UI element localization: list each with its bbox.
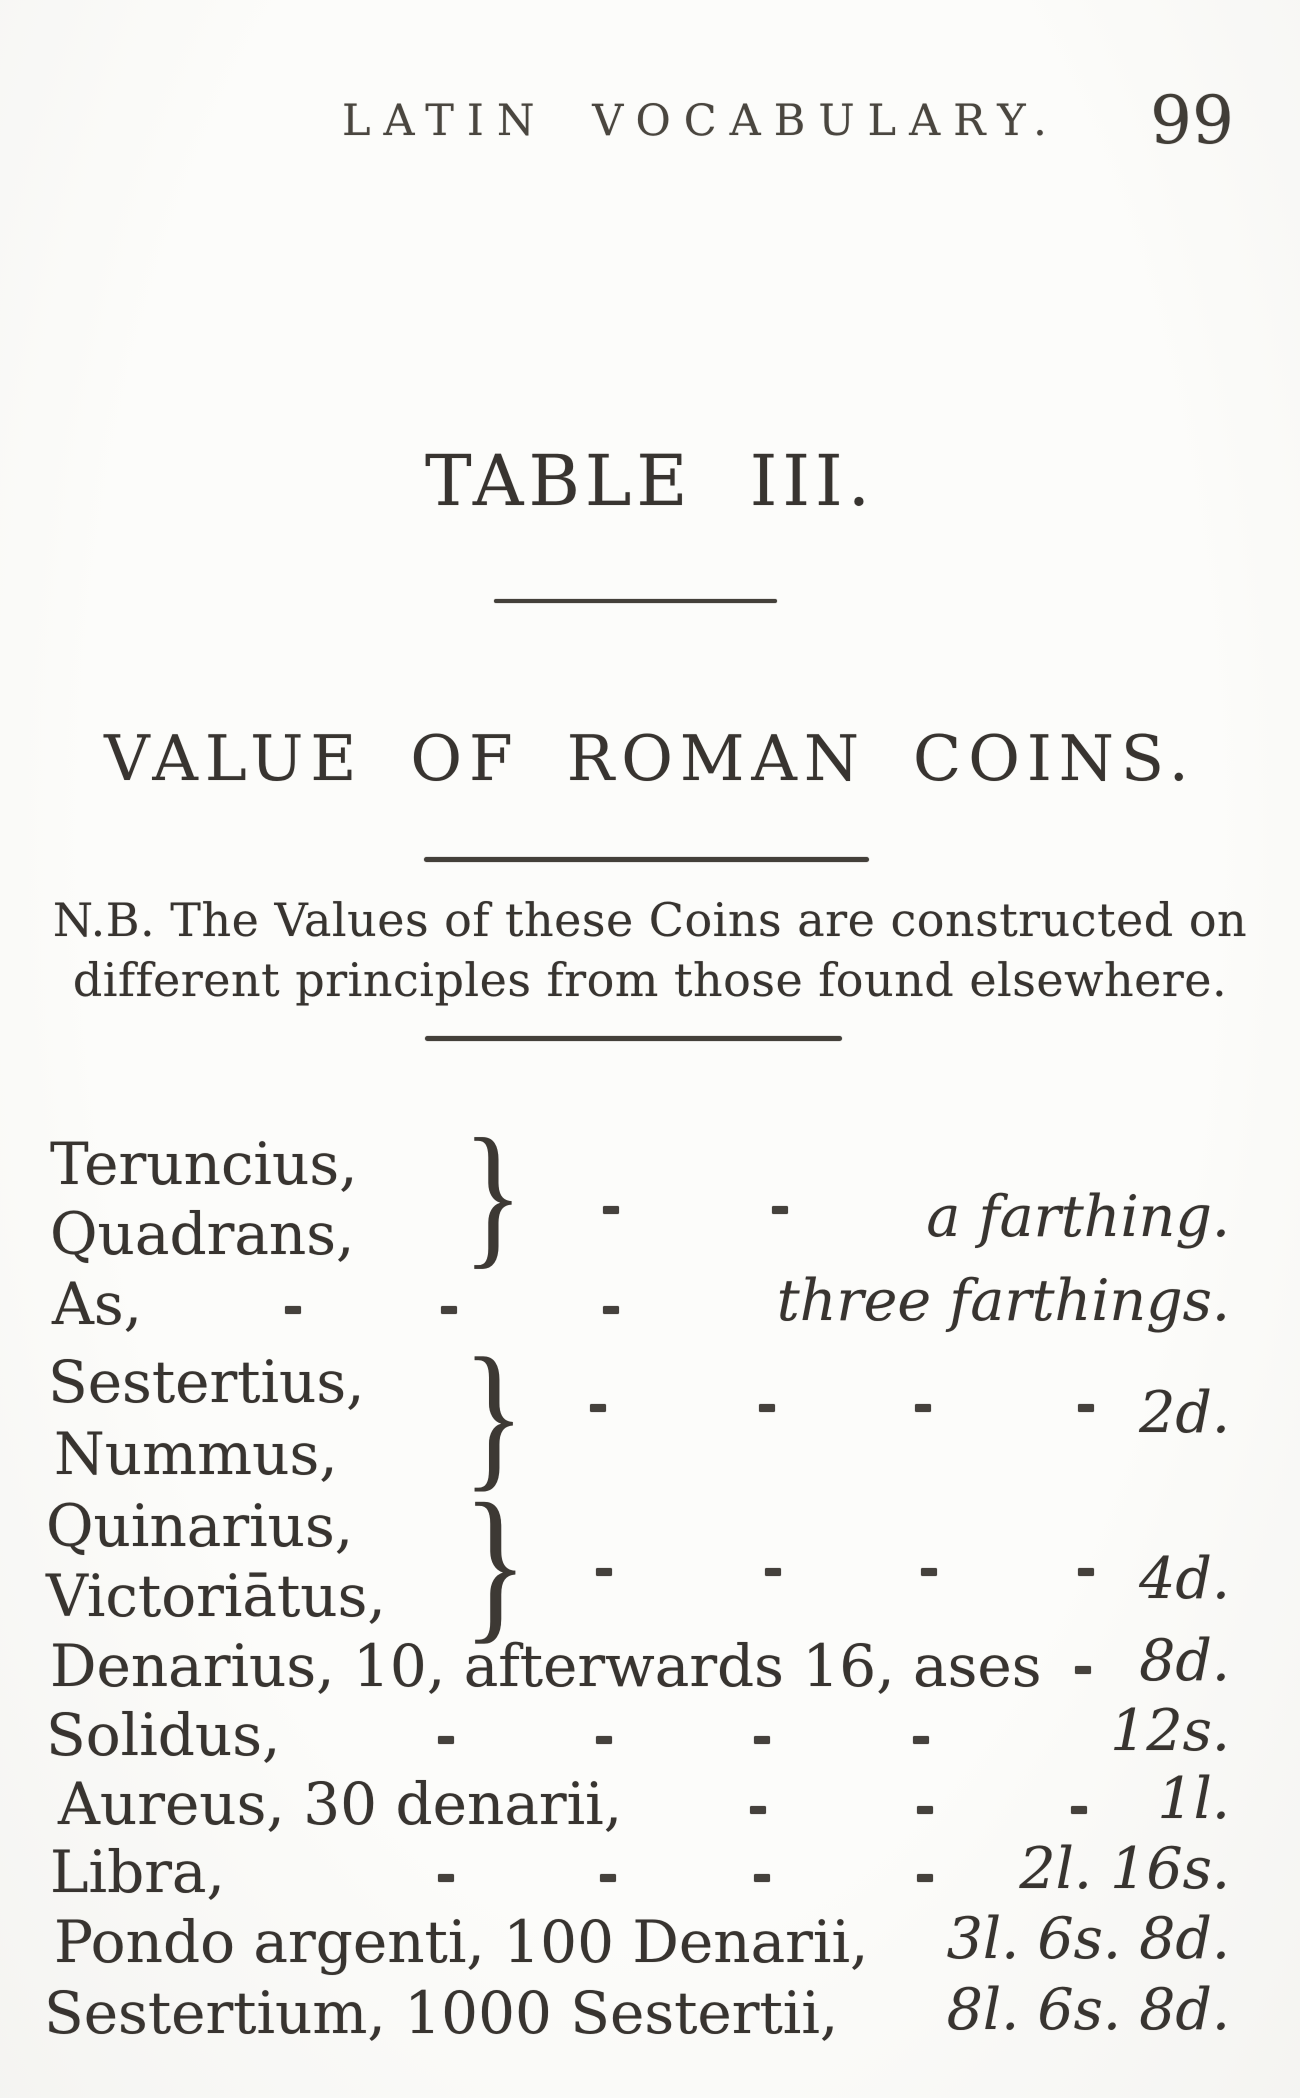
leader-dash	[590, 1404, 606, 1412]
leader-dash	[772, 1206, 788, 1214]
leader-dash	[754, 1736, 770, 1744]
coin-value: 4d.	[1139, 1546, 1230, 1612]
leader-dash	[917, 1806, 933, 1814]
leader-dash	[603, 1306, 619, 1314]
coin-name: Denarius, 10, afterwards 16, ases	[50, 1632, 1042, 1700]
leader-dash	[441, 1306, 457, 1314]
leader-dash	[750, 1806, 766, 1814]
coin-name: As,	[52, 1270, 143, 1338]
coin-value: a farthing.	[926, 1184, 1230, 1250]
coin-name: Victoriātus,	[46, 1562, 386, 1630]
coin-value: 3l. 6s. 8d.	[946, 1906, 1230, 1972]
leader-dash	[917, 1874, 933, 1882]
leader-dash	[438, 1874, 454, 1882]
coin-value: 2d.	[1139, 1380, 1230, 1446]
coin-value: 8l. 6s. 8d.	[946, 1977, 1230, 2043]
coin-value: 1l.	[1157, 1766, 1230, 1832]
page-number: 99	[1150, 82, 1234, 159]
leader-dash	[600, 1874, 616, 1882]
coin-value: 2l. 16s.	[1019, 1836, 1230, 1902]
coin-name: Nummus,	[54, 1420, 338, 1488]
coin-name: Libra,	[50, 1838, 225, 1906]
brace: }	[463, 1105, 523, 1283]
leader-dash	[765, 1568, 781, 1576]
leader-dash	[915, 1404, 931, 1412]
brace: }	[463, 1468, 528, 1659]
leader-dash	[596, 1568, 612, 1576]
leader-dash	[1078, 1404, 1094, 1412]
coin-name: Aureus, 30 denarii,	[58, 1770, 623, 1838]
leader-dash	[1075, 1666, 1091, 1674]
note-text-line1: N.B. The Values of these Coins are constructed on	[52, 893, 1248, 947]
leader-dash	[913, 1736, 929, 1744]
coin-value: three farthings.	[776, 1268, 1230, 1334]
leader-dash	[603, 1206, 619, 1214]
leader-dash	[285, 1306, 301, 1314]
coin-name: Sestertius,	[48, 1348, 365, 1416]
leader-dash	[1071, 1806, 1087, 1814]
leader-dash	[921, 1568, 937, 1576]
table-title: TABLE III.	[425, 440, 875, 522]
leader-dash	[754, 1874, 770, 1882]
coin-name: Solidus,	[46, 1701, 281, 1769]
brace: }	[463, 1323, 525, 1506]
divider-rule	[425, 1036, 842, 1041]
leader-dash	[1078, 1568, 1094, 1576]
divider-rule	[424, 857, 869, 862]
leader-dash	[596, 1736, 612, 1744]
leader-dash	[759, 1404, 775, 1412]
divider-rule	[494, 599, 777, 603]
coin-name: Quadrans,	[50, 1200, 355, 1268]
coin-value: 8d.	[1139, 1628, 1230, 1694]
coin-name: Sestertium, 1000 Sestertii,	[44, 1979, 839, 2047]
section-title: VALUE OF ROMAN COINS.	[104, 722, 1196, 795]
coin-name: Pondo argenti, 100 Denarii,	[54, 1908, 869, 1976]
running-header: LATIN VOCABULARY.	[342, 96, 1060, 146]
leader-dash	[438, 1736, 454, 1744]
coin-value: 12s.	[1110, 1698, 1230, 1764]
coin-name: Quinarius,	[46, 1492, 354, 1560]
note-text-line2: different principles from those found elsewhere.	[72, 953, 1228, 1007]
coin-name: Teruncius,	[50, 1130, 358, 1198]
